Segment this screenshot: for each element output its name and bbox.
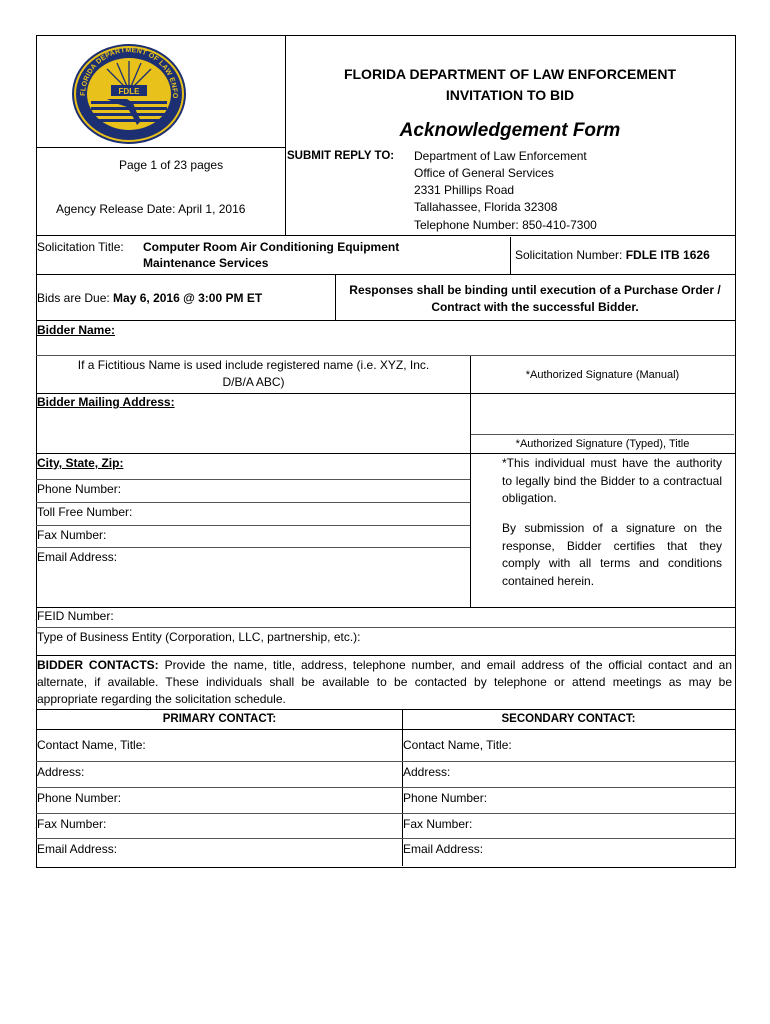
primary-contact-name-label: Contact Name, Title: (37, 738, 146, 752)
business-entity-label: Type of Business Entity (Corporation, LLC, partnership, etc.): (37, 630, 361, 644)
divider (36, 274, 735, 275)
signature-typed-field[interactable] (471, 394, 734, 434)
divider (36, 655, 735, 656)
fictitious-note: D/B/A ABC) (222, 375, 285, 389)
solicitation-number (515, 247, 710, 263)
auth-signature-typed: *Authorized Signature (Typed), Title (515, 438, 690, 450)
fax-label: Fax Number: (37, 528, 107, 542)
mailing-address-label: Bidder Mailing Address: (37, 395, 175, 409)
secondary-contact-email-label: Email Address: (403, 842, 484, 856)
primary-contact-phone-label: Phone Number: (37, 791, 122, 805)
toll-free-label: Toll Free Number: (37, 505, 133, 519)
city-state-zip-label: City, State, Zip: (37, 456, 124, 470)
submit-line: Office of General Services (414, 166, 554, 180)
bidder-contacts-text: appropriate regarding the solicitation schedule. (37, 692, 286, 706)
bidder-contacts-text: Provide the name, title, address, telephone number, and email address of the official contact and an (164, 658, 732, 672)
divider (36, 502, 470, 503)
page-title: Acknowledgement Form (399, 120, 621, 141)
fictitious-note: If a Fictitious Name is used include registered name (i.e. XYZ, Inc. (77, 358, 430, 372)
divider (36, 709, 735, 710)
secondary-contact-fax-label: Fax Number: (403, 817, 473, 831)
seal-label: FDLE (118, 87, 140, 96)
secondary-contact-name-label: Contact Name, Title: (403, 738, 512, 752)
primary-contact-address-label: Address: (37, 765, 85, 779)
binding-notice: Contract with the successful Bidder. (431, 300, 639, 314)
solicitation-title: Maintenance Services (143, 256, 269, 270)
submit-line: 2331 Phillips Road (414, 183, 515, 197)
bidder-contacts-intro (37, 657, 732, 673)
auth-signature-manual: *Authorized Signature (Manual) (525, 369, 680, 381)
solicitation-title: Computer Room Air Conditioning Equipment (143, 240, 400, 254)
email-label: Email Address: (37, 550, 118, 564)
secondary-contact-header: SECONDARY CONTACT: (501, 713, 636, 725)
solicitation-number-value: FDLE ITB 1626 (625, 248, 710, 262)
agency-title: FLORIDA DEPARTMENT OF LAW ENFORCEMENT (343, 66, 677, 82)
divider (36, 729, 735, 730)
divider (36, 453, 735, 454)
feid-label: FEID Number: (37, 609, 114, 623)
certification-note: By submission of a signature on the response, Bidder certifies that they comply with all terms and conditions contained herein. (502, 521, 722, 588)
submit-line: Tallahassee, Florida 32308 (414, 200, 558, 214)
secondary-contact-address-label: Address: (403, 765, 451, 779)
divider (36, 525, 470, 526)
bidder-name-label: Bidder Name: (37, 323, 116, 337)
page-info: Page 1 of 23 pages (119, 158, 224, 172)
divider (36, 787, 735, 788)
release-date: Agency Release Date: April 1, 2016 (56, 202, 246, 216)
fdle-seal (67, 41, 192, 146)
submit-line: Department of Law Enforcement (414, 149, 587, 163)
due-label: Bids are Due: (37, 291, 114, 305)
divider (36, 235, 735, 236)
primary-contact-header: PRIMARY CONTACT: (162, 713, 277, 725)
primary-contact-fax-label: Fax Number: (37, 817, 107, 831)
bidder-contacts-text: alternate, if available. These individuals shall be available to be contacted by telephone or attend meetings as may be (37, 675, 732, 689)
authority-note: *This individual must have the authority to legally bind the Bidder to a contractual obligation. (502, 456, 722, 505)
divider (285, 147, 286, 235)
bidder-name-field[interactable] (130, 321, 730, 355)
divider (471, 434, 734, 435)
primary-contact-email-label: Email Address: (37, 842, 118, 856)
divider (36, 761, 735, 762)
submit-line: Telephone Number: 850-410-7300 (414, 218, 597, 232)
divider (36, 479, 470, 480)
doc-type-title: INVITATION TO BID (445, 87, 575, 103)
solicitation-number-label: Solicitation Number: (515, 248, 626, 262)
bidder-contacts-label: BIDDER CONTACTS: (37, 658, 159, 672)
binding-notice: Responses shall be binding until execution of a Purchase Order / (349, 283, 721, 297)
divider (36, 547, 470, 548)
solicitation-title-label: Solicitation Title: (37, 240, 124, 254)
divider (36, 813, 735, 814)
divider (510, 237, 511, 274)
due-date (37, 290, 262, 306)
mailing-address-field[interactable] (37, 410, 469, 453)
phone-label: Phone Number: (37, 482, 122, 496)
due-value: May 6, 2016 @ 3:00 PM ET (113, 291, 263, 305)
secondary-contact-phone-label: Phone Number: (403, 791, 488, 805)
divider (36, 607, 735, 608)
divider (36, 147, 286, 148)
seal-arc-text: FLORIDA DEPARTMENT OF LAW ENFO (79, 46, 179, 99)
divider (36, 627, 735, 628)
submit-label: SUBMIT REPLY TO: (287, 150, 395, 162)
divider (36, 838, 735, 839)
